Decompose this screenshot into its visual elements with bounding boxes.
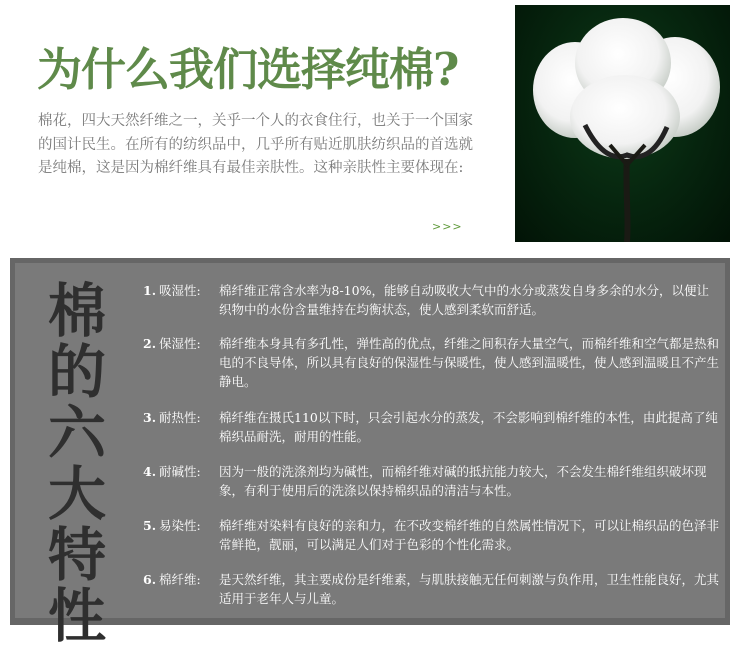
- feature-number: 4.: [143, 464, 157, 479]
- features-title-char: 性: [47, 582, 106, 650]
- features-title-char: 六: [47, 399, 106, 467]
- feature-name: 易染性:: [159, 518, 201, 533]
- page-title: 为什么我们选择纯棉?: [37, 43, 459, 96]
- intro-text: 棉花，四大天然纤维之一，关乎一个人的衣食住行，也关于一个国家的国计民生。在所有的纺织品中，几乎所有贴近肌肤纺织品的首选就是纯棉，这是因为棉纤维具有最佳亲肤性。这种亲肤性主要体现在:: [38, 113, 473, 176]
- feature-number: 2.: [143, 336, 157, 351]
- feature-description: 棉纤维正常含水率为8-10%，能够自动吸收大气中的水分或蒸发自身多余的水分，以便让织物中的水份含量维持在均衡状态，使人感到柔软而舒适。: [219, 283, 709, 317]
- feature-name: 棉纤维:: [159, 572, 201, 587]
- feature-description: 棉纤维在摄氏110以下时，只会引起水分的蒸发，不会影响到棉纤维的本性，由此提高了纯棉织品耐洗，耐用的性能。: [219, 410, 718, 444]
- cotton-boll-image: [515, 5, 730, 242]
- feature-name: 耐热性:: [159, 410, 201, 425]
- feature-number: 6.: [143, 572, 157, 587]
- feature-description: 是天然纤维，其主要成份是纤维素，与肌肤接触无任何刺激与负作用，卫生性能良好，尤其适用于老年人与儿童。: [219, 572, 720, 606]
- feature-description: 棉纤维对染料有良好的亲和力，在不改变棉纤维的自然属性情况下，可以让棉织品的色泽非常鲜艳，靓丽，可以满足人们对于色彩的个性化需求。: [219, 518, 720, 552]
- feature-name: 保湿性:: [159, 336, 201, 351]
- feature-number: 5.: [143, 518, 157, 533]
- feature-description: 棉纤维本身具有多孔性，弹性高的优点，纤维之间积存大量空气，而棉纤维和空气都是热和电的不良导体，所以具有良好的保湿性与保暖性，使人感到温暖性，使人感到温暖且不产生静电。: [219, 336, 720, 389]
- feature-name: 耐碱性:: [159, 464, 201, 479]
- features-title-char: 大: [47, 460, 106, 528]
- feature-number: 1.: [143, 283, 157, 298]
- features-title-char: 特: [47, 521, 106, 589]
- feature-number: 3.: [143, 410, 157, 425]
- features-section: [10, 258, 730, 650]
- features-panel: [15, 263, 725, 650]
- features-title-char: 棉: [47, 277, 106, 345]
- feature-name: 吸湿性:: [159, 283, 201, 298]
- feature-description: 因为一般的洗涤剂均为碱性，而棉纤维对碱的抵抗能力较大，不会发生棉纤维组织破坏现象，有利于使用后的洗涤以保持棉织品的清洁与本性。: [219, 464, 707, 498]
- cotton-photo: [515, 5, 730, 242]
- features-title: [41, 277, 113, 650]
- intro-section: [0, 0, 750, 258]
- features-title-char: 的: [47, 338, 106, 406]
- more-arrows[interactable]: >>>: [432, 220, 463, 233]
